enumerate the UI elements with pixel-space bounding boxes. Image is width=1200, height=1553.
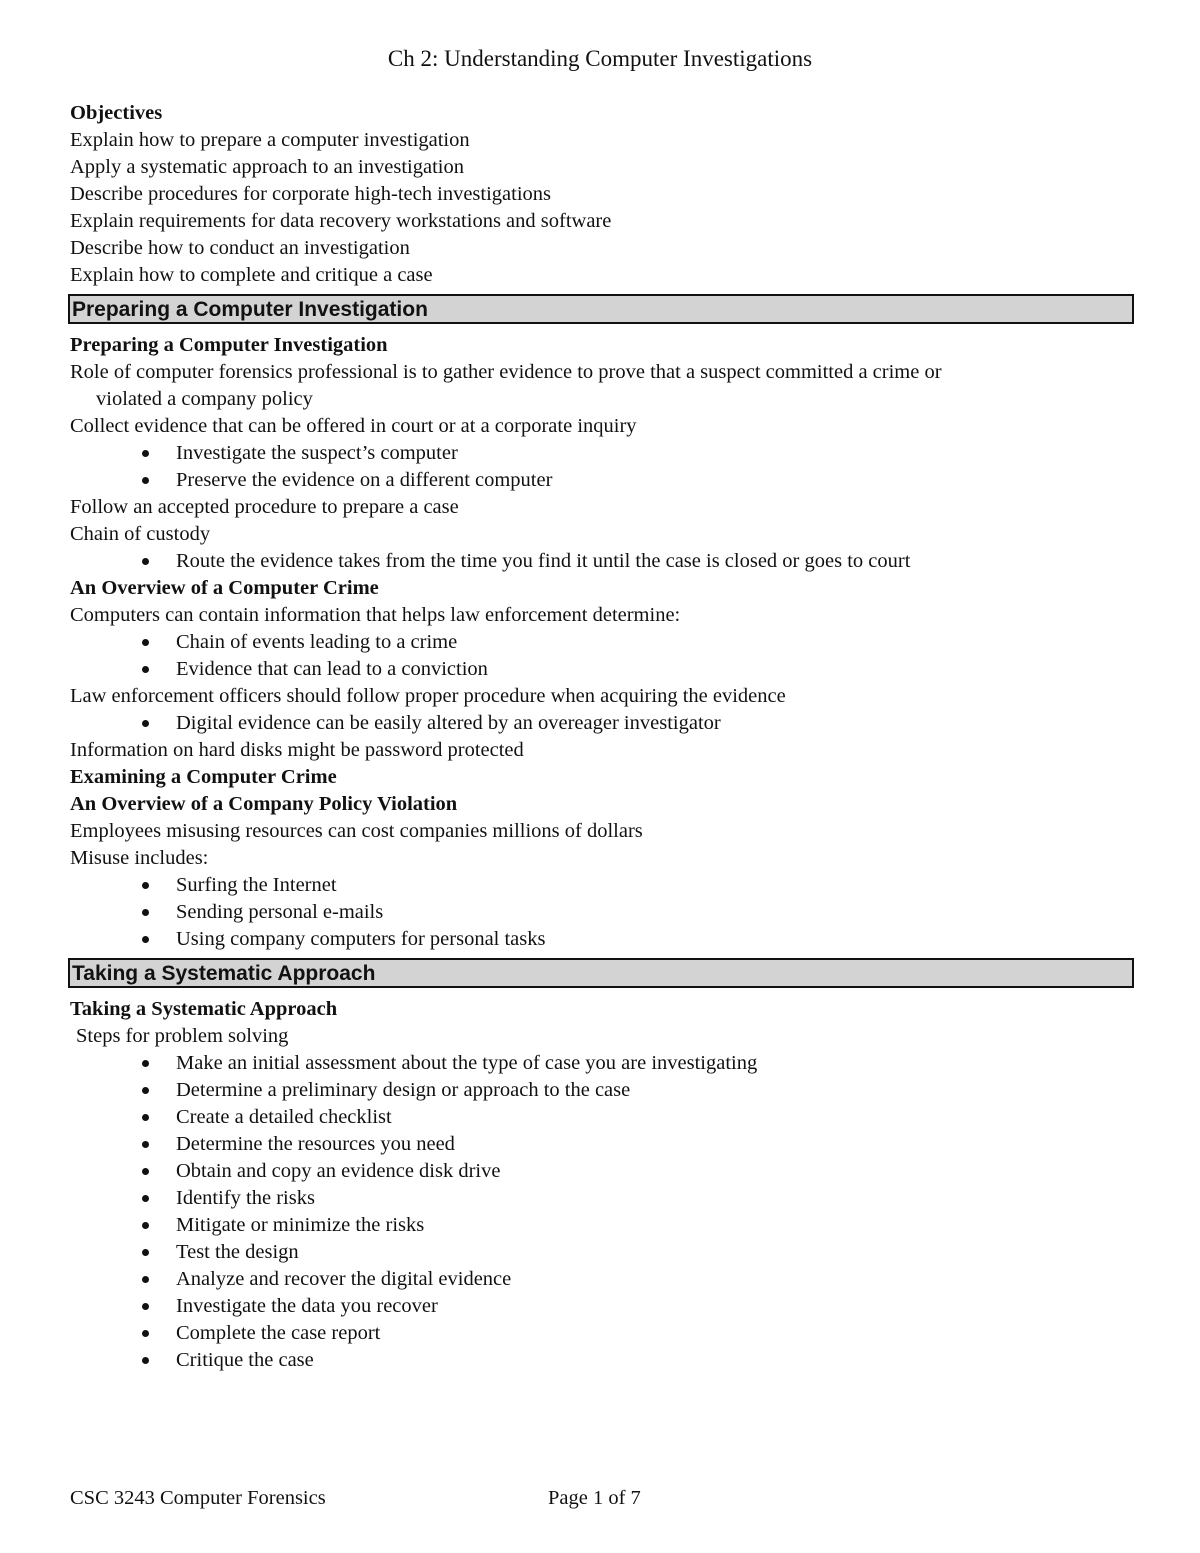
objective-item: Describe procedures for corporate high-tech investigations: [70, 183, 551, 205]
bullet-icon: [142, 1114, 149, 1121]
paragraph-line: Collect evidence that can be offered in court or at a corporate inquiry: [70, 415, 637, 437]
bullet-text: Preserve the evidence on a different computer: [176, 469, 553, 491]
bullet-text: Using company computers for personal tasks: [176, 928, 546, 950]
bullet-icon: [142, 1249, 149, 1256]
bullet-icon: [142, 1330, 149, 1337]
bullet-item: [70, 1212, 1134, 1239]
bullet-text: Obtain and copy an evidence disk drive: [176, 1160, 501, 1182]
bullet-icon: [142, 1087, 149, 1094]
bullet-item: [70, 872, 1134, 899]
bullet-item: [70, 926, 1134, 953]
objective-item: Apply a systematic approach to an investigation: [70, 156, 464, 178]
subheading-systematic: Taking a Systematic Approach: [70, 998, 338, 1020]
bullet-item: [70, 1131, 1134, 1158]
bullet-item: [70, 629, 1134, 656]
objective-item: Describe how to conduct an investigation: [70, 237, 410, 259]
footer-course: CSC 3243 Computer Forensics: [70, 1487, 326, 1509]
bullet-item: [70, 1104, 1134, 1131]
section-header-preparing: Preparing a Computer Investigation: [68, 294, 1134, 324]
bullet-text: Evidence that can lead to a conviction: [176, 658, 488, 680]
bullet-text: Route the evidence takes from the time you find it until the case is closed or goes to court: [176, 550, 911, 572]
bullet-icon: [142, 477, 149, 484]
objective-item: Explain how to prepare a computer investigation: [70, 129, 470, 151]
bullet-icon: [142, 1195, 149, 1202]
bullet-icon: [142, 639, 149, 646]
paragraph-line: Steps for problem solving: [76, 1025, 289, 1047]
subheading-preparing: Preparing a Computer Investigation: [70, 334, 388, 356]
subheading-overview-crime: An Overview of a Computer Crime: [70, 577, 379, 599]
bullet-text: Determine the resources you need: [176, 1133, 455, 1155]
bullet-icon: [142, 1141, 149, 1148]
bullet-text: Investigate the data you recover: [176, 1295, 438, 1317]
bullet-icon: [142, 909, 149, 916]
paragraph-line: Law enforcement officers should follow proper procedure when acquiring the evidence: [70, 685, 786, 707]
bullet-item: [70, 1077, 1134, 1104]
bullet-item: [70, 1050, 1134, 1077]
bullet-icon: [142, 1276, 149, 1283]
footer-page-number: Page 1 of 7: [548, 1487, 641, 1509]
bullet-text: Identify the risks: [176, 1187, 315, 1209]
objective-item: Explain requirements for data recovery workstations and software: [70, 210, 612, 232]
bullet-item: [70, 1320, 1134, 1347]
bullet-item: [70, 656, 1134, 683]
bullet-item: [70, 548, 1134, 575]
document-body: [70, 100, 1134, 1374]
bullet-item: [70, 1239, 1134, 1266]
section-header-systematic: Taking a Systematic Approach: [68, 958, 1134, 988]
bullet-text: Analyze and recover the digital evidence: [176, 1268, 512, 1290]
paragraph-line: Employees misusing resources can cost companies millions of dollars: [70, 820, 643, 842]
objective-item: Explain how to complete and critique a case: [70, 264, 433, 286]
paragraph-line: Misuse includes:: [70, 847, 209, 869]
paragraph-line: Information on hard disks might be password protected: [70, 739, 524, 761]
bullet-text: Investigate the suspect’s computer: [176, 442, 458, 464]
bullet-text: Critique the case: [176, 1349, 314, 1371]
bullet-item: [70, 899, 1134, 926]
bullet-icon: [142, 1222, 149, 1229]
bullet-icon: [142, 1357, 149, 1364]
bullet-icon: [142, 936, 149, 943]
bullet-icon: [142, 450, 149, 457]
objectives-heading: Objectives: [70, 102, 163, 124]
bullet-item: [70, 1266, 1134, 1293]
subheading-overview-policy: An Overview of a Company Policy Violation: [70, 793, 458, 815]
bullet-text: Mitigate or minimize the risks: [176, 1214, 425, 1236]
bullet-icon: [142, 666, 149, 673]
bullet-item: [70, 440, 1134, 467]
paragraph-line: Role of computer forensics professional is to gather evidence to prove that a suspect committed a crime or: [70, 361, 942, 383]
bullet-text: Digital evidence can be easily altered by an overeager investigator: [176, 712, 721, 734]
bullet-icon: [142, 1303, 149, 1310]
paragraph-line: Computers can contain information that helps law enforcement determine:: [70, 604, 681, 626]
subheading-examining: Examining a Computer Crime: [70, 766, 337, 788]
bullet-item: [70, 1158, 1134, 1185]
bullet-text: Complete the case report: [176, 1322, 381, 1344]
bullet-text: Determine a preliminary design or approach to the case: [176, 1079, 631, 1101]
paragraph-line: Chain of custody: [70, 523, 211, 545]
bullet-icon: [142, 558, 149, 565]
bullet-icon: [142, 1060, 149, 1067]
bullet-text: Surfing the Internet: [176, 874, 337, 896]
bullet-item: [70, 710, 1134, 737]
bullet-item: [70, 1347, 1134, 1374]
bullet-item: [70, 1293, 1134, 1320]
page-title: Ch 2: Understanding Computer Investigations: [387, 46, 813, 71]
bullet-item: [70, 1185, 1134, 1212]
paragraph-line: Follow an accepted procedure to prepare a case: [70, 496, 459, 518]
bullet-icon: [142, 882, 149, 889]
bullet-text: Sending personal e-mails: [176, 901, 384, 923]
paragraph-line: violated a company policy: [96, 388, 313, 410]
bullet-icon: [142, 1168, 149, 1175]
bullet-text: Chain of events leading to a crime: [176, 631, 458, 653]
bullet-text: Create a detailed checklist: [176, 1106, 392, 1128]
bullet-text: Test the design: [176, 1241, 299, 1263]
bullet-item: [70, 467, 1134, 494]
bullet-icon: [142, 720, 149, 727]
bullet-text: Make an initial assessment about the type of case you are investigating: [176, 1052, 758, 1074]
